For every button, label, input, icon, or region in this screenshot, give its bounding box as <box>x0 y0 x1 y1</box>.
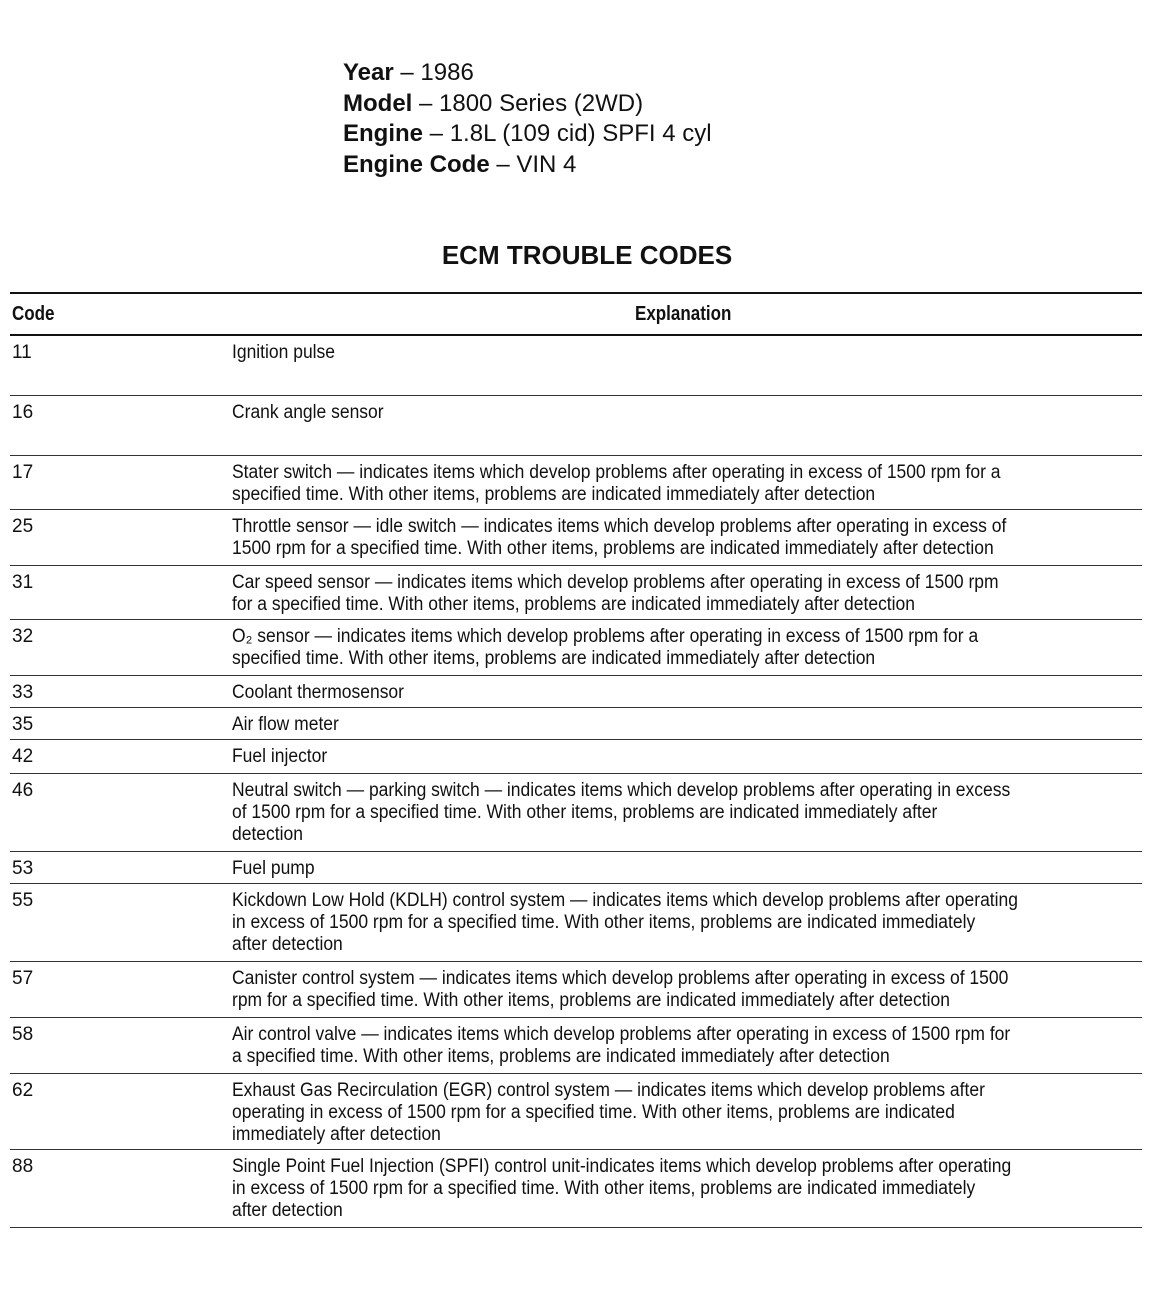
table-header <box>10 292 1142 336</box>
explanation-line: in excess of 1500 rpm for a specified time. With other items, problems are indicated immediately <box>232 1178 976 1199</box>
explanation-line: after detection <box>232 1200 343 1221</box>
table-row <box>10 740 1142 774</box>
explanation-line: after detection <box>232 934 343 955</box>
vehicle-info <box>343 58 712 180</box>
explanation-line: immediately after detection <box>232 1124 441 1145</box>
table-row <box>10 1074 1142 1150</box>
code-cell: 35 <box>12 714 34 735</box>
table-row <box>10 852 1142 884</box>
explanation-cell <box>232 746 336 768</box>
explanation-line: rpm for a specified time. With other items, problems are indicated immediately after detection <box>232 990 950 1011</box>
code-cell: 46 <box>12 780 34 801</box>
explanation-cell <box>232 890 1086 956</box>
table-row <box>10 884 1142 962</box>
explanation-line: Ignition pulse <box>232 342 336 363</box>
code-cell: 57 <box>12 968 34 989</box>
table-row <box>10 456 1142 510</box>
explanation-cell <box>232 1080 1050 1146</box>
explanation-line: Air control valve — indicates items which develop problems after operating in excess of 1500 rpm for <box>232 1024 1011 1045</box>
explanation-line: Coolant thermosensor <box>232 682 404 703</box>
column-header-explanation: Explanation <box>635 303 732 325</box>
code-cell: 16 <box>12 402 34 423</box>
code-cell: 55 <box>12 890 34 911</box>
explanation-line: Neutral switch — parking switch — indicates items which develop problems after operating in excess <box>232 780 1011 801</box>
info-year: Year – 1986 <box>343 59 474 86</box>
explanation-line: Crank angle sensor <box>232 402 384 423</box>
page-title: ECM TROUBLE CODES <box>441 240 733 270</box>
explanation-cell <box>232 1156 1079 1222</box>
table-row <box>10 620 1142 676</box>
code-cell: 17 <box>12 462 34 483</box>
explanation-cell <box>232 626 1043 670</box>
code-cell: 62 <box>12 1080 34 1101</box>
explanation-line: Canister control system — indicates items which develop problems after operating in excess of 1500 <box>232 968 1009 989</box>
code-cell: 31 <box>12 572 34 593</box>
code-cell: 42 <box>12 746 34 767</box>
table-row <box>10 1018 1142 1074</box>
column-header-code: Code <box>12 303 55 325</box>
table-row <box>10 510 1142 566</box>
trouble-codes-table <box>10 292 1142 1228</box>
explanation-cell <box>232 780 1078 846</box>
explanation-line: Throttle sensor — idle switch — indicates items which develop problems after operating in excess of <box>232 516 1007 537</box>
explanation-line: a specified time. With other items, problems are indicated immediately after detection <box>232 1046 890 1067</box>
code-cell: 88 <box>12 1156 34 1177</box>
table-row <box>10 566 1142 620</box>
explanation-cell <box>232 516 1074 560</box>
table-row <box>10 774 1142 852</box>
explanation-cell <box>232 402 397 424</box>
info-engine: Engine – 1.8L (109 cid) SPFI 4 cyl <box>343 120 712 147</box>
explanation-line: Kickdown Low Hold (KDLH) control system — indicates items which develop problems after operating <box>232 890 1018 911</box>
table-row <box>10 336 1142 396</box>
table-row <box>10 396 1142 456</box>
info-engine-code: Engine Code – VIN 4 <box>343 150 577 178</box>
explanation-cell <box>232 342 344 364</box>
table-row <box>10 1150 1142 1228</box>
table-row <box>10 676 1142 708</box>
explanation-line: O₂ sensor — indicates items which develop problems after operating in excess of 1500 rpm for a <box>232 626 979 647</box>
table-row <box>10 962 1142 1018</box>
explanation-line: detection <box>232 824 303 845</box>
explanation-cell <box>232 572 1065 616</box>
code-cell: 32 <box>12 626 34 647</box>
explanation-line: Fuel injector <box>232 746 328 767</box>
explanation-line: Single Point Fuel Injection (SPFI) control unit-indicates items which develop problems after operating <box>232 1156 1012 1177</box>
explanation-line: Stater switch — indicates items which develop problems after operating in excess of 1500 rpm for a <box>232 462 1001 483</box>
explanation-line: operating in excess of 1500 rpm for a specified time. With other items, problems are indicated <box>232 1102 955 1123</box>
explanation-cell <box>232 714 348 736</box>
explanation-line: Air flow meter <box>232 714 339 735</box>
explanation-line: of 1500 rpm for a specified time. With other items, problems are indicated immediately after <box>232 802 938 823</box>
code-cell: 11 <box>12 342 32 363</box>
explanation-line: in excess of 1500 rpm for a specified time. With other items, problems are indicated immediately <box>232 912 976 933</box>
explanation-cell <box>232 1024 1078 1068</box>
explanation-line: for a specified time. With other items, problems are indicated immediately after detection <box>232 594 915 615</box>
explanation-line: 1500 rpm for a specified time. With other items, problems are indicated immediately after detection <box>232 538 994 559</box>
explanation-line: Exhaust Gas Recirculation (EGR) control system — indicates items which develop problems after <box>232 1080 985 1101</box>
explanation-cell <box>232 858 322 880</box>
table-body <box>10 336 1142 1228</box>
explanation-line: specified time. With other items, problems are indicated immediately after detection <box>232 648 876 669</box>
code-cell: 58 <box>12 1024 34 1045</box>
table-row <box>10 708 1142 740</box>
explanation-cell <box>232 968 1076 1012</box>
code-cell: 33 <box>12 682 34 703</box>
code-cell: 53 <box>12 858 34 879</box>
explanation-line: Fuel pump <box>232 858 315 879</box>
info-model: Model – 1800 Series (2WD) <box>343 89 644 117</box>
explanation-line: Car speed sensor — indicates items which develop problems after operating in excess of 1500 rpm <box>232 572 999 593</box>
explanation-line: specified time. With other items, problems are indicated immediately after detection <box>232 484 876 505</box>
explanation-cell <box>232 682 419 704</box>
code-cell: 25 <box>12 516 34 537</box>
explanation-cell <box>232 462 1067 506</box>
